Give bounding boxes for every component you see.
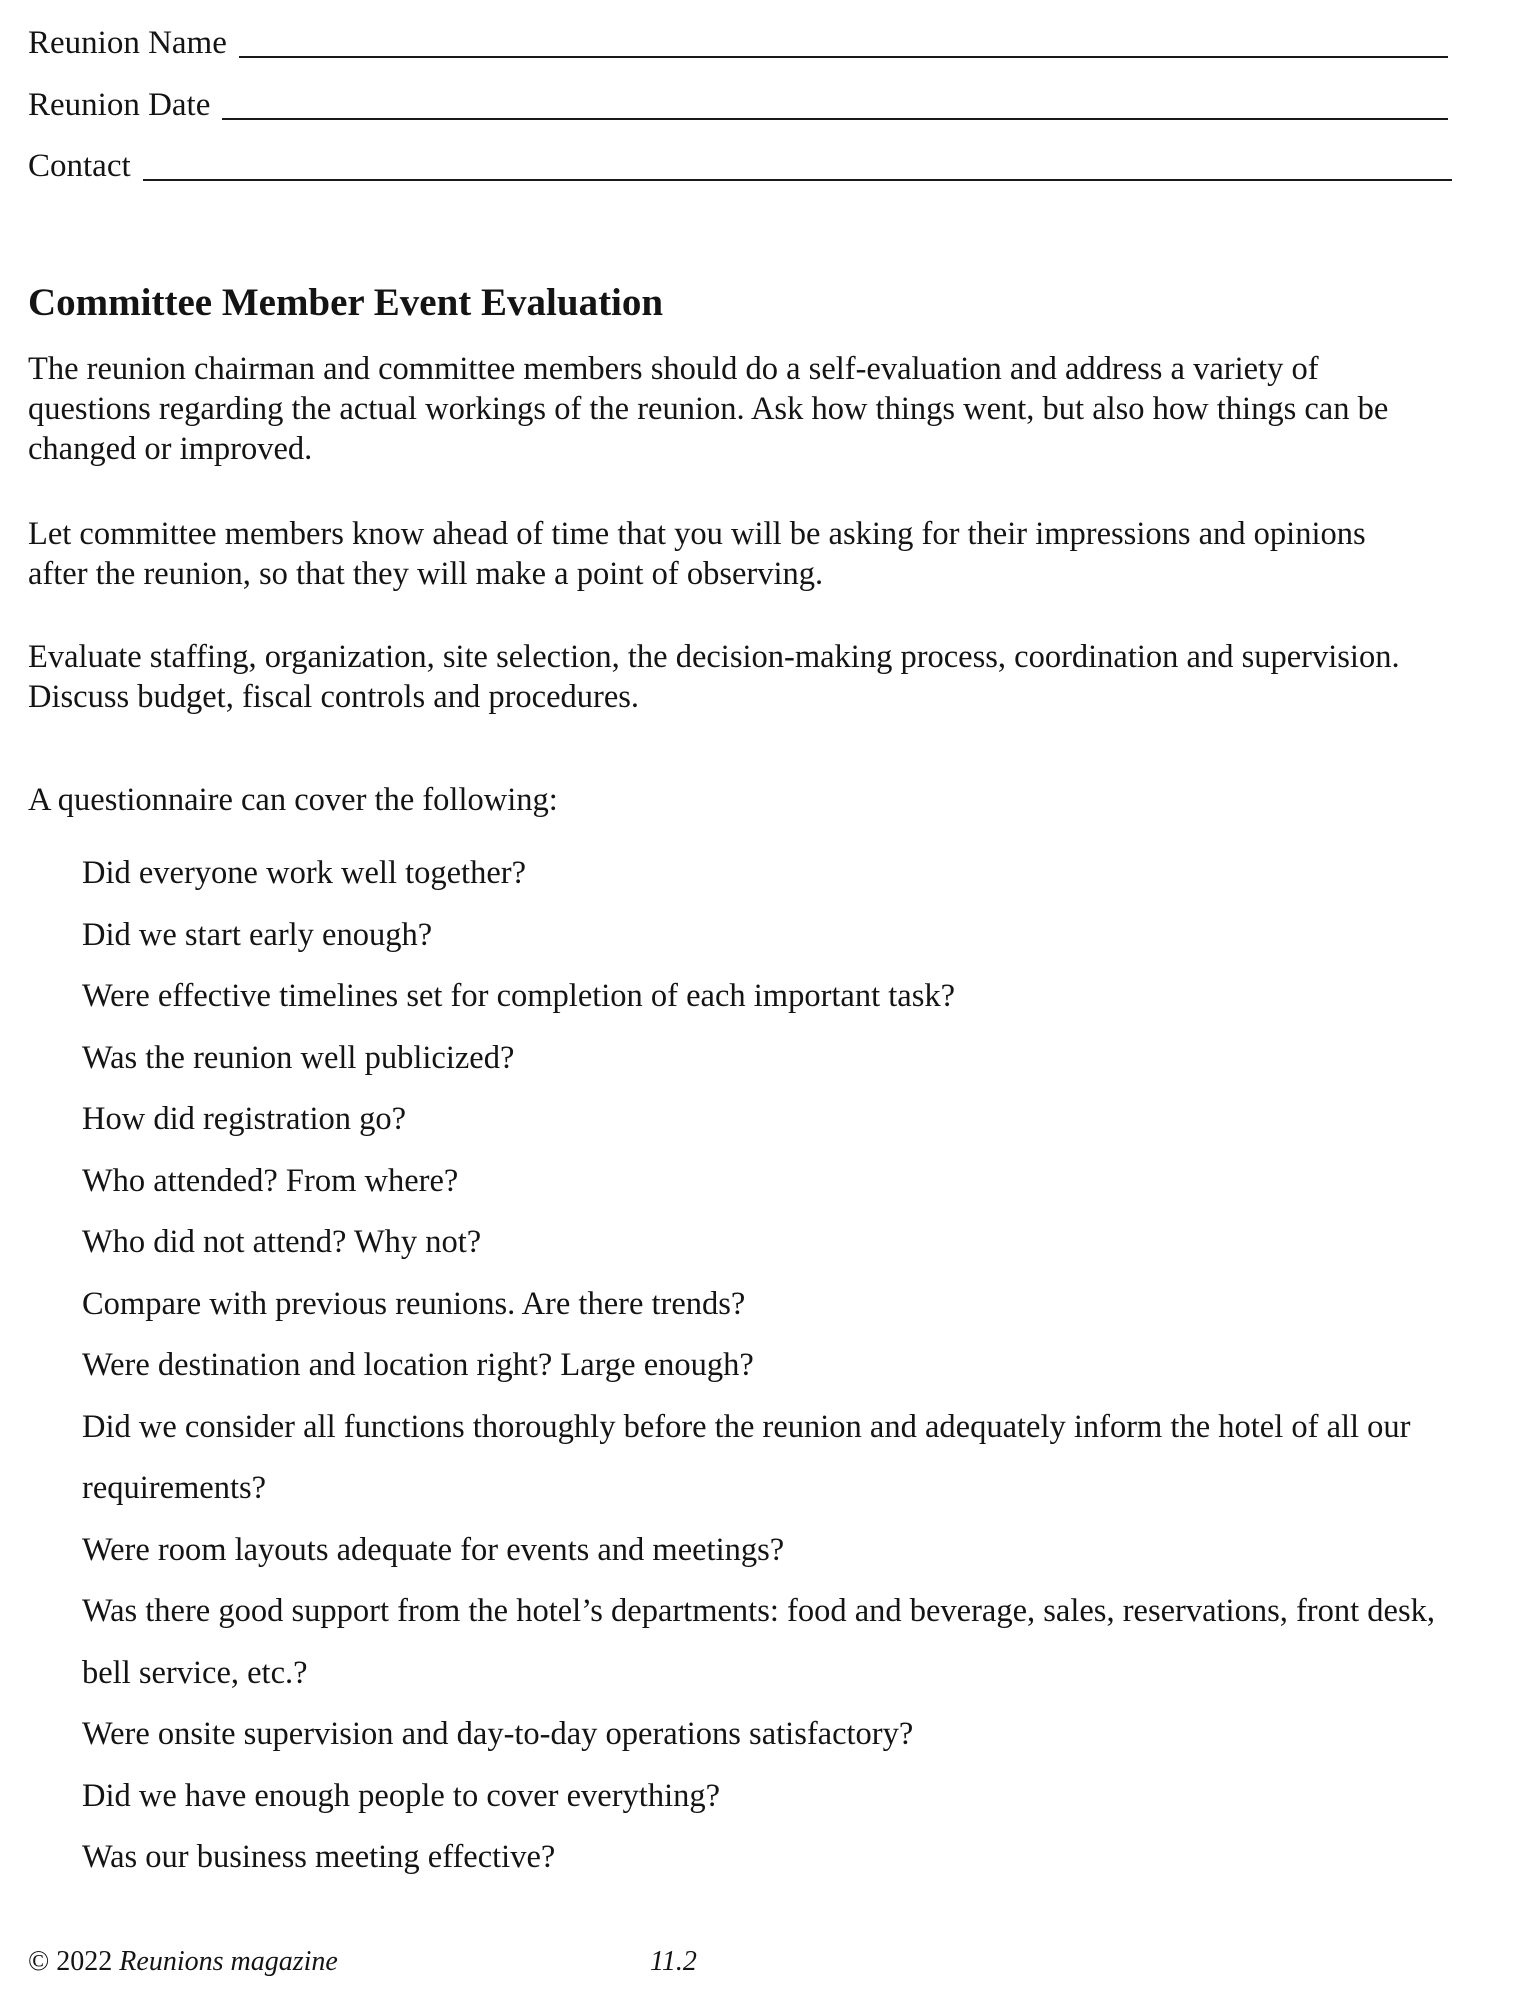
question-item: Did we consider all functions thoroughly before the reunion and adequately inform the hotel of all our requirements? (82, 1408, 1411, 1506)
question-item: Was the reunion well publicized? (82, 1039, 515, 1076)
reunion-date-field (28, 82, 1448, 126)
reunion-name-field (28, 20, 1448, 64)
question-item: Did we start early enough? (82, 916, 433, 953)
question-item: Were onsite supervision and day-to-day operations satisfactory? (82, 1716, 914, 1752)
intro-paragraph-evaluate-topics: Evaluate staffing, organization, site selection, the decision-making process, coordination and supervision. Discuss budget, fiscal controls and procedures. (28, 639, 1400, 715)
question-item: Was there good support from the hotel’s departments: food and beverage, sales, reservations, front desk, bell service, etc.? (82, 1593, 1435, 1691)
question-item: Were destination and location right? Large enough? (82, 1347, 754, 1383)
question-item: Was our business meeting effective? (82, 1839, 556, 1875)
contact-blank-line[interactable] (143, 178, 1452, 181)
question-item: Were effective timelines set for completion of each important task? (82, 978, 956, 1014)
contact-field (28, 143, 1452, 187)
question-item: Were room layouts adequate for events and meetings? (82, 1531, 785, 1568)
question-item: Did we have enough people to cover everything? (82, 1777, 721, 1814)
intro-paragraph-advance-notice: Let committee members know ahead of time that you will be asking for their impressions and opinions after the reunion, so that they will make a point of observing. (28, 516, 1366, 592)
section-heading: Committee Member Event Evaluation (28, 281, 664, 324)
intro-paragraph-self-evaluation: The reunion chairman and committee members should do a self-evaluation and address a variety of questions regarding the actual workings of the reunion. Ask how things went, but also how things can be changed or improved. (28, 351, 1389, 467)
reunion-name-label: Reunion Name (28, 25, 227, 61)
magazine-name: Reunions magazine (119, 1946, 338, 1977)
question-list (82, 843, 1442, 1889)
page-number: 11.2 (650, 1946, 697, 1977)
contact-label: Contact (28, 148, 131, 184)
footer-copyright (28, 1948, 338, 1976)
question-item: Who did not attend? Why not? (82, 1224, 482, 1260)
reunion-date-label: Reunion Date (28, 87, 211, 123)
question-item: How did registration go? (82, 1101, 407, 1137)
questionnaire-intro: A questionnaire can cover the following: (28, 782, 558, 818)
copyright-text: © 2022 (28, 1946, 113, 1977)
question-item: Compare with previous reunions. Are there trends? (82, 1285, 746, 1322)
reunion-date-blank-line[interactable] (222, 117, 1448, 120)
question-item: Did everyone work well together? (82, 855, 527, 891)
reunion-name-blank-line[interactable] (239, 55, 1448, 58)
question-item: Who attended? From where? (82, 1162, 459, 1199)
